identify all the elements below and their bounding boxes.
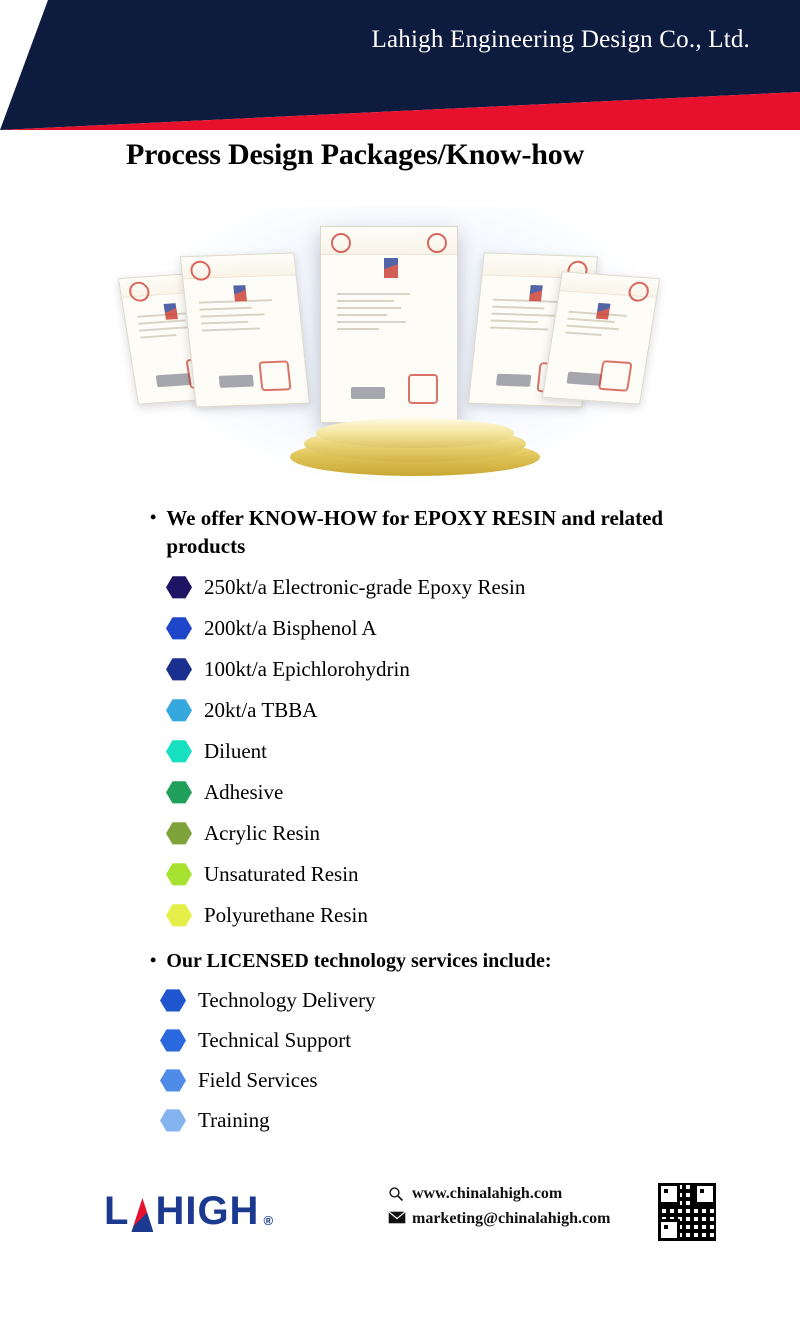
hex-bullet-icon [160,989,186,1012]
hex-bullet-icon [166,904,192,927]
section-knowhow [0,505,800,936]
list-item [160,1060,800,1100]
hex-bullet-icon [166,699,192,722]
list-item [160,1100,800,1140]
section-heading [150,505,800,561]
list-item-label: Technical Support [198,1027,352,1052]
hex-bullet-icon [166,863,192,886]
page-footer [0,1175,800,1265]
hex-bullet-icon [166,781,192,804]
envelope-icon [388,1211,406,1227]
list-item-label: Technology Delivery [198,987,376,1012]
hex-bullet-icon [166,576,192,599]
section-heading [150,948,800,975]
content-body [0,505,800,1140]
company-name: Lahigh Engineering Design Co., Ltd. [371,26,750,53]
list-item-label: 20kt/a TBBA [204,697,318,722]
hex-bullet-icon [160,1029,186,1052]
website-row[interactable] [388,1185,610,1203]
list-item [166,854,800,895]
page-header [0,0,800,130]
list-item-label: Adhesive [204,779,284,804]
website-label: www.chinalahigh.com [412,1185,563,1202]
list-item [166,813,800,854]
section-heading-label: We offer KNOW-HOW for EPOXY RESIN and related products [166,506,664,558]
certificate-image [542,271,660,404]
list-item [166,608,800,649]
list-item-label: Acrylic Resin [204,820,321,845]
list-item-label: 100kt/a Epichlorohydrin [204,656,410,681]
list-item [166,772,800,813]
pedestal [290,418,540,476]
hex-bullet-icon [166,740,192,763]
contact-block [388,1185,610,1235]
certificate-image [180,252,310,407]
list-item [166,690,800,731]
knowhow-list [0,567,800,936]
list-item-label: Diluent [204,738,267,763]
list-item [160,980,800,1020]
logo-triangle-icon [131,1198,153,1232]
logo-text-right: HIGH [155,1189,260,1233]
page-title: Process Design Packages/Know-how [126,138,585,171]
list-item [160,1020,800,1060]
hex-bullet-icon [160,1069,186,1092]
list-item [166,649,800,690]
section-licensed-services [0,948,800,1141]
list-item-label: Training [198,1107,270,1132]
hex-bullet-icon [166,822,192,845]
list-item [166,731,800,772]
email-label: marketing@chinalahigh.com [412,1210,611,1227]
list-item-label: 250kt/a Electronic-grade Epoxy Resin [204,574,526,599]
list-item-label: Polyurethane Resin [204,902,368,927]
company-logo [104,1189,274,1234]
bullet-dot-icon: • [150,949,157,970]
hex-bullet-icon [166,658,192,681]
logo-registered-mark: ® [263,1213,275,1228]
hex-bullet-icon [166,617,192,640]
search-icon [388,1186,406,1202]
list-item [166,567,800,608]
bullet-dot-icon: • [150,507,157,527]
section-heading-label: Our LICENSED technology services include: [166,949,552,972]
list-item-label: Field Services [198,1067,318,1092]
certificate-image-featured [320,226,458,423]
qr-code-icon[interactable] [658,1183,716,1241]
certificates-illustration [110,196,690,496]
logo-text-left: L [104,1189,130,1233]
list-item [166,895,800,936]
services-list [0,980,800,1140]
hex-bullet-icon [160,1109,186,1132]
list-item-label: Unsaturated Resin [204,861,359,886]
list-item-label: 200kt/a Bisphenol A [204,615,377,640]
email-row[interactable] [388,1210,610,1228]
